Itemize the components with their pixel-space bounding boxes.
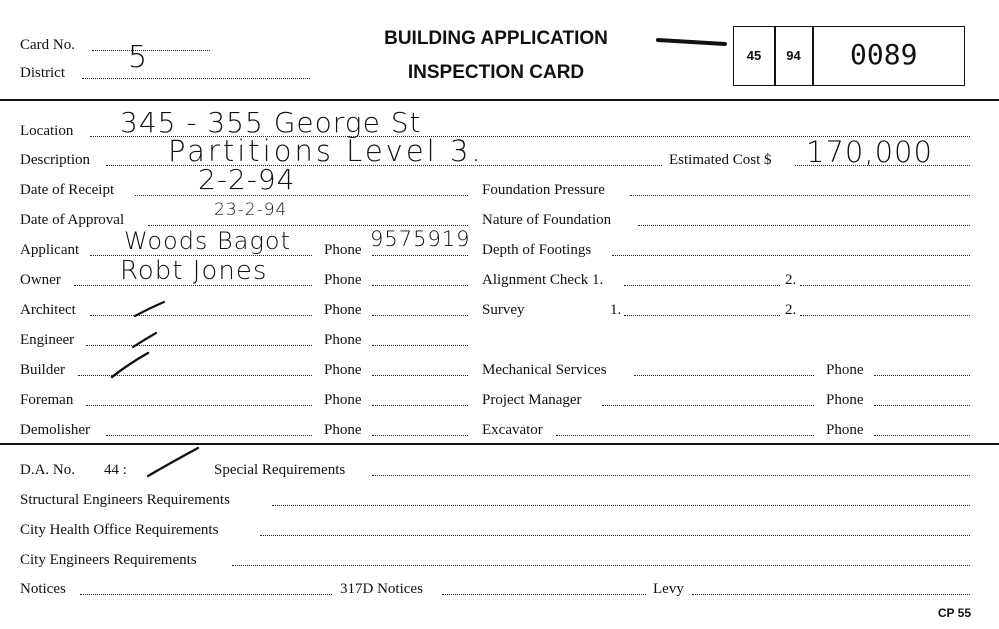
card-no-label: Card No. [20, 37, 75, 53]
mechanical-phone-line [874, 375, 970, 376]
builder-phone-label: Phone [324, 362, 362, 378]
alignment-2-line [800, 285, 970, 286]
foreman-label: Foreman [20, 392, 74, 408]
date-receipt-line [135, 195, 468, 196]
mechanical-services-label: Mechanical Services [482, 362, 607, 378]
demolisher-line [106, 435, 312, 436]
special-requirements-label: Special Requirements [214, 462, 346, 478]
date-approval-value: 23-2-94 [214, 200, 288, 220]
city-health-label: City Health Office Requirements [20, 522, 219, 538]
builder-tick-mark [108, 349, 154, 381]
foreman-phone-label: Phone [324, 392, 362, 408]
project-manager-line [602, 405, 814, 406]
excavator-phone-line [874, 435, 970, 436]
owner-label: Owner [20, 272, 61, 288]
special-requirements-line [372, 475, 970, 476]
foundation-pressure-line [630, 195, 970, 196]
demolisher-phone-label: Phone [324, 422, 362, 438]
nature-foundation-line [638, 225, 970, 226]
engineer-phone-label: Phone [324, 332, 362, 348]
district-label: District [20, 65, 65, 81]
city-engineers-label: City Engineers Requirements [20, 552, 197, 568]
notices-317d-label: 317D Notices [340, 581, 423, 597]
structural-engineers-label: Structural Engineers Requirements [20, 492, 230, 508]
applicant-value: Woods Bagot [124, 227, 291, 255]
demolisher-phone-line [372, 435, 468, 436]
da-no-label: D.A. No. [20, 462, 75, 478]
architect-phone-label: Phone [324, 302, 362, 318]
excavator-line [556, 435, 814, 436]
estimated-cost-label: Estimated Cost $ [669, 152, 772, 168]
project-manager-label: Project Manager [482, 392, 582, 408]
alignment-check-label: Alignment Check 1. [482, 272, 604, 288]
excavator-phone-label: Phone [826, 422, 864, 438]
builder-label: Builder [20, 362, 65, 378]
project-manager-phone-line [874, 405, 970, 406]
survey-2-line [800, 315, 970, 316]
architect-tick-mark [130, 298, 170, 320]
project-manager-phone-label: Phone [826, 392, 864, 408]
form-title: BUILDING APPLICATION [384, 28, 608, 49]
alignment-1-line [624, 285, 780, 286]
card-no-line [92, 50, 210, 51]
description-label: Description [20, 152, 90, 168]
mechanical-phone-label: Phone [826, 362, 864, 378]
engineer-phone-line [372, 345, 468, 346]
survey-1-line [624, 315, 780, 316]
mechanical-services-line [634, 375, 814, 376]
depth-footings-line [612, 255, 970, 256]
structural-engineers-line [272, 505, 970, 506]
form-subtitle: INSPECTION CARD [407, 62, 585, 83]
excavator-label: Excavator [482, 422, 543, 438]
engineer-tick-mark [128, 330, 162, 350]
city-engineers-line [232, 565, 970, 566]
levy-line [692, 594, 970, 595]
location-label: Location [20, 123, 74, 139]
architect-line [90, 315, 312, 316]
survey-label: Survey [482, 302, 525, 318]
pen-stroke [655, 36, 730, 48]
top-rule [0, 99, 999, 101]
date-approval-label: Date of Approval [20, 212, 125, 228]
depth-footings-label: Depth of Footings [482, 242, 592, 258]
foundation-pressure-label: Foundation Pressure [482, 182, 605, 198]
card-number: 0089 [850, 38, 918, 71]
date-approval-line [148, 225, 468, 226]
district-value: 5 [128, 40, 149, 75]
architect-phone-line [372, 315, 468, 316]
engineer-label: Engineer [20, 332, 75, 348]
engineer-line [86, 345, 312, 346]
foreman-line [86, 405, 312, 406]
estimated-cost-value: 170,000 [806, 135, 933, 169]
foreman-phone-line [372, 405, 468, 406]
owner-value: Robt Jones [120, 256, 268, 286]
box-cell-2: 94 [786, 48, 801, 63]
applicant-phone-line [372, 255, 468, 256]
survey-1-label: 1. [610, 302, 622, 318]
levy-label: Levy [653, 581, 684, 597]
owner-phone-label: Phone [324, 272, 362, 288]
notices-317d-line [442, 594, 646, 595]
district-line [82, 78, 310, 79]
date-receipt-value: 2-2-94 [198, 163, 296, 196]
architect-label: Architect [20, 302, 76, 318]
location-value: 345 - 355 George St [120, 106, 422, 139]
notices-label: Notices [20, 581, 66, 597]
box-cell-1: 45 [746, 48, 762, 63]
da-no-stroke-mark [144, 444, 204, 480]
da-no-prefix: 44 : [104, 462, 127, 478]
applicant-phone-value: 9575919 [370, 227, 471, 251]
builder-phone-line [372, 375, 468, 376]
form-code: CP 55 [937, 606, 971, 620]
description-value: Partitions Level 3. [168, 134, 484, 168]
date-receipt-label: Date of Receipt [20, 182, 115, 198]
alignment-2-label: 2. [785, 272, 797, 288]
applicant-label: Applicant [20, 242, 80, 258]
box-divider [812, 27, 814, 85]
city-health-line [260, 535, 970, 536]
applicant-phone-label: Phone [324, 242, 362, 258]
nature-foundation-label: Nature of Foundation [482, 212, 612, 228]
demolisher-label: Demolisher [20, 422, 90, 438]
owner-phone-line [372, 285, 468, 286]
notices-line [80, 594, 332, 595]
survey-2-label: 2. [785, 302, 797, 318]
